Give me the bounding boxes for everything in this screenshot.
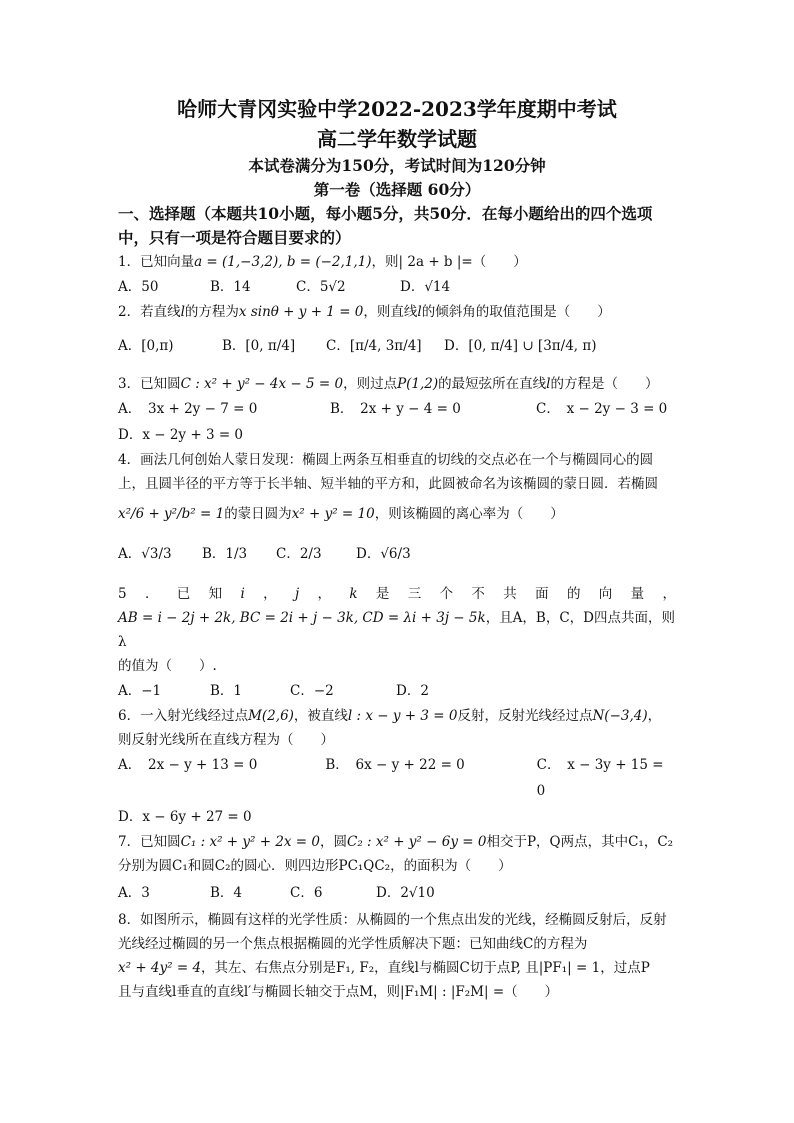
q5-option-a[interactable]: A．−1 bbox=[118, 683, 162, 699]
q3-option-d[interactable]: D．x − 2y + 3 = 0 bbox=[118, 427, 244, 443]
q1-option-a[interactable]: A．50 bbox=[118, 279, 159, 295]
question-8: 8．如图所示，椭圆有这样的光学性质：从椭圆的一个焦点出发的光线，经椭圆反射后，反射光线经过椭圆的另一个焦点根据椭圆的光学性质解决下题：已知曲线C的方程为 bbox=[118, 912, 667, 952]
q6-option-a[interactable]: A． 2x − y + 13 = 0 bbox=[118, 757, 258, 773]
q6-option-c[interactable]: C． x − 3y + 15 = 0 bbox=[536, 757, 664, 799]
q1-option-d[interactable]: D．√14 bbox=[400, 279, 451, 295]
exam-subtitle: 高二学年数学试题 bbox=[317, 127, 477, 151]
q4-circle-eq: x² + y² = 10 bbox=[291, 506, 375, 522]
q7-option-c[interactable]: C．6 bbox=[290, 885, 323, 901]
q4-options bbox=[118, 532, 676, 576]
q2-options bbox=[118, 324, 676, 368]
exam-page bbox=[118, 92, 676, 1004]
q3-option-a[interactable]: A． 3x + 2y − 7 = 0 bbox=[118, 401, 258, 417]
q5-options bbox=[118, 678, 676, 704]
question-8-cont2: 且与直线l垂直的直线l′与椭圆长轴交于点M，则|F₁M| : |F₂M| =（ ） bbox=[118, 984, 559, 1000]
section-heading: 一、选择题（本题共10小题，每小题5分，共50分．在每小题给出的四个选项中，只有一项是符合题目要求的） bbox=[118, 204, 653, 247]
q6-option-d[interactable]: D．x − 6y + 27 = 0 bbox=[118, 809, 252, 825]
question-2: 2．若直线l的方程为x sinθ + y + 1 = 0，则直线l的倾斜角的取值范围是（ ） bbox=[118, 304, 611, 320]
question-5: 5 ． 已 知 i ， j ， k 是 三 个 不 共 面 的 向 量 ， bbox=[118, 586, 676, 602]
question-1: 1．已知向量a = (1,−3,2), b = (−2,1,1)，则| 2a + b |=（ ） bbox=[118, 254, 527, 270]
q4-option-d[interactable]: D．√6/3 bbox=[356, 546, 411, 562]
q3-options-row2 bbox=[118, 422, 676, 448]
q2-option-b[interactable]: B．[0, π/4] bbox=[222, 338, 296, 354]
question-8-cont: x² + 4y² = 4，其左、右焦点分别是F₁, F₂，直线l与椭圆C切于点P, 且|PF₁| = 1，过点P bbox=[118, 960, 650, 976]
q4-option-b[interactable]: B．1/3 bbox=[202, 546, 248, 562]
q8-ellipse-eq: x² + 4y² = 4 bbox=[118, 960, 202, 976]
q5-option-d[interactable]: D．2 bbox=[396, 683, 429, 699]
q7-options bbox=[118, 878, 676, 908]
q4-ellipse-eq: x²/6 + y²/b² = 1 bbox=[118, 506, 225, 522]
question-6: 6．一入射光线经过点M(2,6)，被直线l : x − y + 3 = 0反射，反射光线经过点N(−3,4)， bbox=[118, 708, 662, 724]
q3-circle-eq: C : x² + y² − 4x − 5 = 0 bbox=[180, 376, 344, 392]
question-3: 3．已知圆C : x² + y² − 4x − 5 = 0，则过点P(1,2)的最短弦所在直线l的方程是（ ） bbox=[118, 376, 659, 392]
q3-option-c[interactable]: C． x − 2y − 3 = 0 bbox=[536, 401, 668, 417]
q1-option-b[interactable]: B．14 bbox=[210, 279, 251, 295]
part-title: 第一卷（选择题 60分） bbox=[313, 180, 481, 199]
q5-vector-eqs: AB = i − 2j + 2k, BC = 2i + j − 3k, CD = λi + 3j − 5k bbox=[118, 610, 486, 626]
q2-option-d[interactable]: D．[0, π/4] ∪ [3π/4, π) bbox=[444, 338, 597, 354]
q1-option-c[interactable]: C．5√2 bbox=[296, 279, 346, 295]
q6-options bbox=[118, 752, 676, 804]
q4-option-c[interactable]: C．2/3 bbox=[276, 546, 322, 562]
q2-option-a[interactable]: A．[0,π) bbox=[118, 338, 174, 354]
q6-line-eq: l : x − y + 3 = 0 bbox=[347, 708, 458, 724]
q7-option-b[interactable]: B．4 bbox=[210, 885, 243, 901]
exam-info: 本试卷满分为150分，考试时间为120分钟 bbox=[248, 156, 546, 175]
q6-options-row2 bbox=[118, 804, 676, 830]
question-7: 7．已知圆C₁ : x² + y² + 2x = 0，圆C₂ : x² + y² − 6y = 0相交于P，Q两点，其中C₁，C₂ bbox=[118, 834, 674, 850]
question-5-cont: AB = i − 2j + 2k, BC = 2i + j − 3k, CD = λi + 3j − 5k，且A，B，C，D四点共面，则λ bbox=[118, 610, 676, 650]
question-7-cont: 分别为圆C₁和圆C₂的圆心．则四边形PC₁QC₂，的面积为（ ） bbox=[118, 858, 512, 874]
question-4: 4．画法几何创始人蒙日发现：椭圆上两条互相垂直的切线的交点必在一个与椭圆同心的圆上，且圆半径的平方等于长半轴、短半轴的平方和，此圆被命名为该椭圆的蒙日圆．若椭圆 bbox=[118, 452, 658, 492]
q3-option-b[interactable]: B． 2x + y − 4 = 0 bbox=[330, 401, 461, 417]
q6-option-b[interactable]: B． 6x − y + 22 = 0 bbox=[325, 757, 465, 773]
q4-option-a[interactable]: A．√3/3 bbox=[118, 546, 172, 562]
q2-line-eq: x sinθ + y + 1 = 0 bbox=[238, 304, 364, 320]
q5-option-b[interactable]: B．1 bbox=[210, 683, 243, 699]
question-6-cont: 则反射光线所在直线方程为（ ） bbox=[118, 732, 334, 748]
question-4-cont: x²/6 + y²/b² = 1的蒙日圆为x² + y² = 10，则该椭圆的离心率为（ ） bbox=[118, 506, 564, 522]
q7-option-a[interactable]: A．3 bbox=[118, 885, 150, 901]
q3-options bbox=[118, 396, 676, 422]
q7-circle2-eq: C₂ : x² + y² − 6y = 0 bbox=[347, 834, 487, 850]
q2-option-c[interactable]: C．[π/4, 3π/4] bbox=[326, 338, 422, 354]
q1-vectors: a = (1,−3,2), b = (−2,1,1) bbox=[194, 254, 372, 270]
q7-circle1-eq: C₁ : x² + y² + 2x = 0 bbox=[180, 834, 321, 850]
q1-options bbox=[118, 274, 676, 300]
q7-option-d[interactable]: D．2√10 bbox=[376, 885, 435, 901]
exam-title: 哈师大青冈实验中学2022-2023学年度期中考试 bbox=[177, 97, 617, 121]
question-5-cont2: 的值为（ ）. bbox=[118, 658, 217, 674]
q5-option-c[interactable]: C．−2 bbox=[290, 683, 334, 699]
